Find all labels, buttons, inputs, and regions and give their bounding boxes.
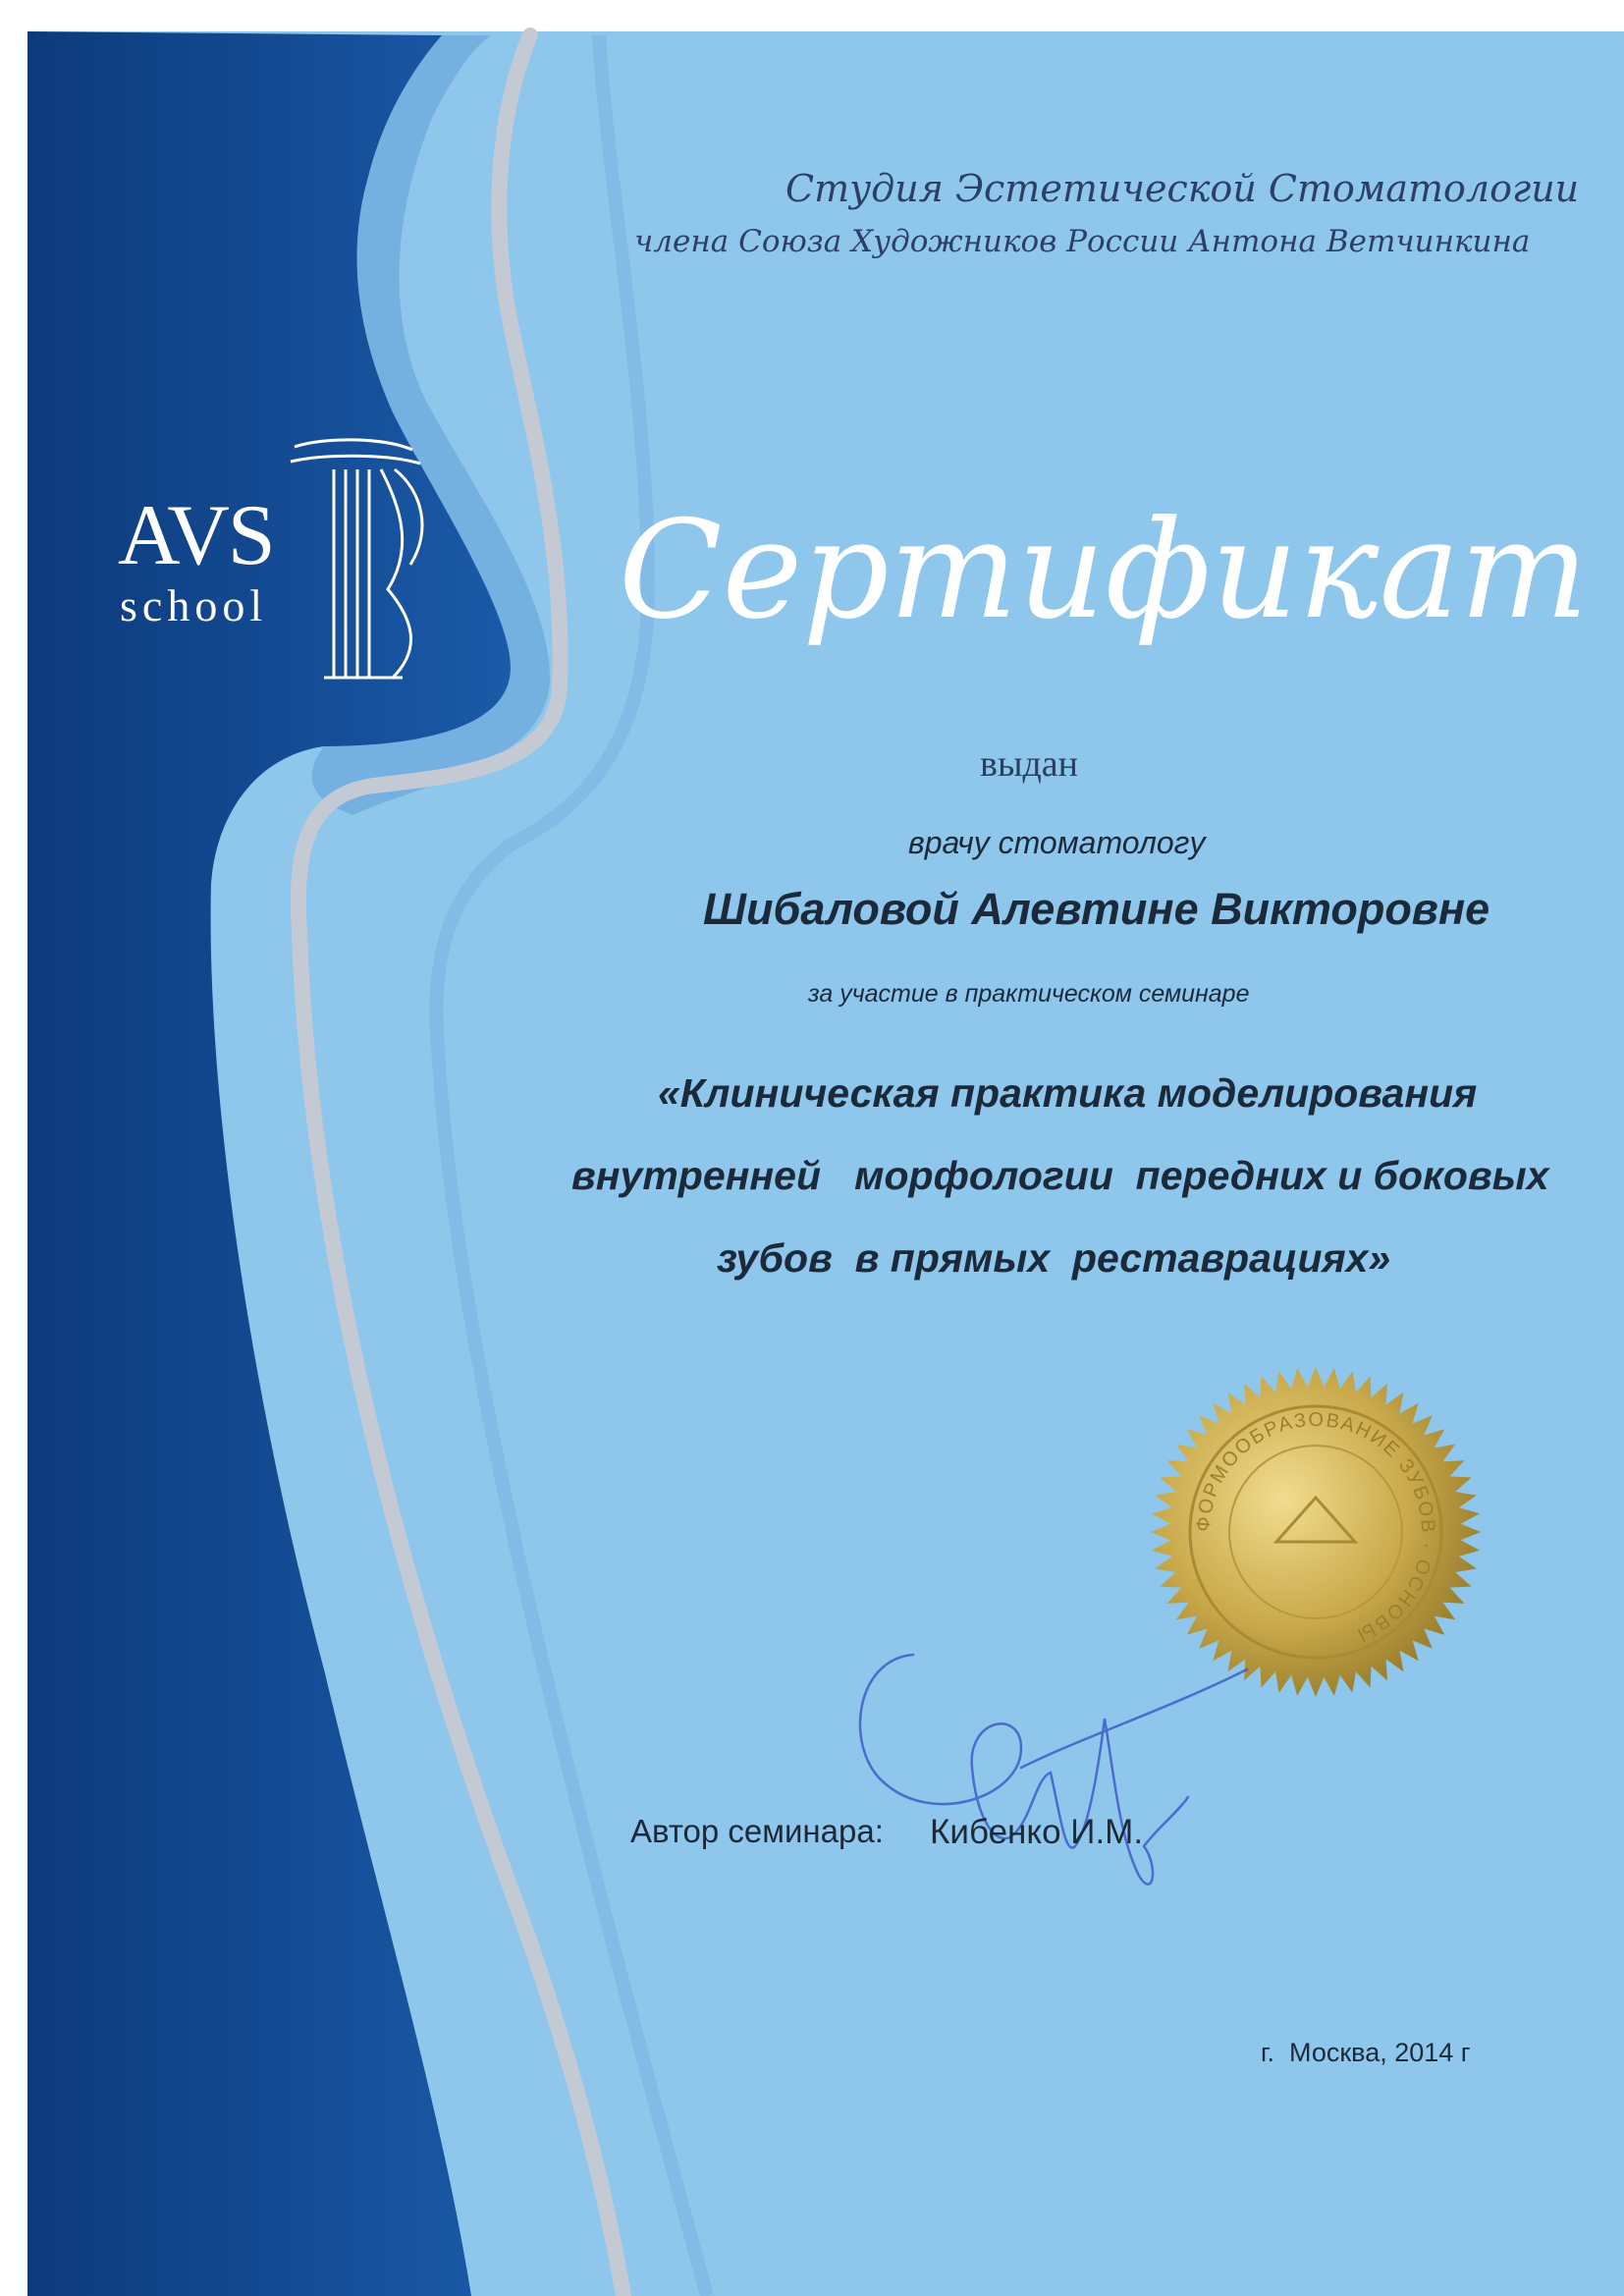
logo-name: AVS xyxy=(118,488,274,583)
issued-label: выдан xyxy=(980,743,1079,785)
recipient-role: врачу стоматологу xyxy=(908,825,1206,860)
seminar-title-line: внутренней морфологии передних и боковых xyxy=(571,1153,1549,1198)
place-date: г. Москва, 2014 г xyxy=(1261,2038,1471,2067)
seminar-title-line: зубов в прямых реставрациях» xyxy=(717,1235,1391,1281)
reason-text: за участие в практическом семинаре xyxy=(808,980,1250,1008)
author-name: Кибенко И.М. xyxy=(930,1813,1144,1851)
studio-name: Студия Эстетической Стоматологии xyxy=(785,167,1580,210)
author-label: Автор семинара: xyxy=(630,1813,884,1849)
logo-subtitle: school xyxy=(120,580,268,630)
recipient-name: Шибаловой Алевтине Викторовне xyxy=(703,884,1490,934)
seal-text: ФОРМООБРАЗОВАНИЕ ЗУБОВ · ОСНОВЫ xyxy=(1192,1408,1439,1647)
certificate-title: Сертификат xyxy=(619,491,1589,649)
seminar-title-line: «Клиническая практика моделирования xyxy=(658,1070,1478,1116)
gold-seal-icon xyxy=(1151,1367,1481,1697)
studio-subtitle: члена Союза Художников России Антона Ветчинкина xyxy=(634,224,1531,259)
